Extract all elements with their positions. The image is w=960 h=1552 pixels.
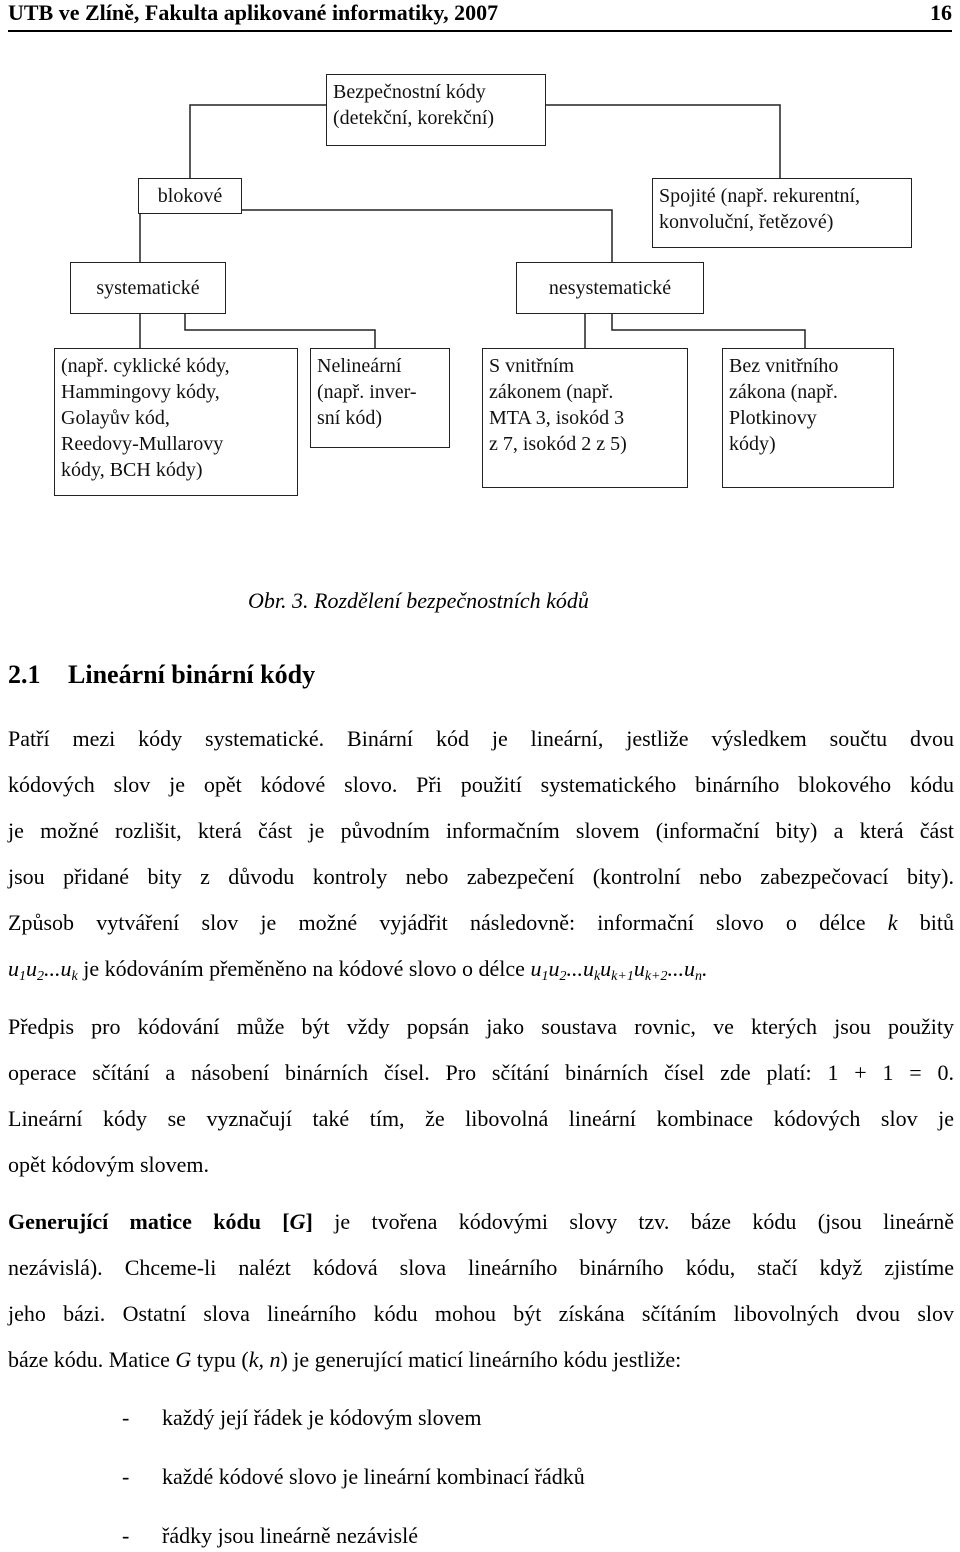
bullet-dash: - [122, 1405, 130, 1430]
box-leaf-internal-law: S vnitřním zákonem (např. MTA 3, isokód 3 z 7, isokód 2 z 5) [482, 348, 688, 488]
code-classification-diagram [0, 0, 960, 560]
figure-caption: Obr. 3. Rozdělení bezpečnostních kódů [248, 588, 589, 613]
info-word-formula: $u_1u_2...u_k$ [8, 956, 78, 984]
code-word-formula: $u_1u_2...u_ku_{k+1}u_{k+2}...u_n$. [530, 956, 708, 984]
paragraph-generator-matrix: Generující matice kódu [G] je tvořena kódovými slovy tzv. báze kódu (jsou lineárně nezávislá). Chceme-li nalézt kódová slova lineárního binárního kódu, stačí když zjistíme jeho bázi. Ostatní slova lineárního kódu mohou být získána sčítáním libovolných dvou slov báze kódu. Matice G typu (k, n) je generující maticí lineárního kódu jestliže: [8, 1209, 954, 1372]
term-generator-matrix: Generující matice kódu [G] [8, 1209, 313, 1234]
page-number: 16 [930, 0, 952, 25]
paragraph-encoding-rules: Předpis pro kódování může být vždy popsán jako soustava rovnic, ve kterých jsou použity operace sčítání a násobení binárních čísel. Pro sčítání binárních čísel zde platí: 1 + 1 = 0. Lineární kódy se vyznačují také tím, že libovolná lineární kombinace kódových slov je opět kódovým slovem. [8, 1014, 954, 1177]
box-leaf-nonlinear: Nelineární (např. inver- sní kód) [310, 348, 450, 448]
list-item: - každé kódové slovo je lineární kombinací řádků [8, 1464, 585, 1490]
connector-systematic-leaf2 [185, 314, 375, 348]
box-continuous-codes: Spojité (např. rekurentní, konvoluční, řetězové) [652, 178, 912, 248]
list-item: - každý její řádek je kódovým slovem [8, 1405, 482, 1431]
formula-line: $u_1u_2...u_k$ je kódováním přeměněno na kódové slovo o délce $u_1u_2...u_ku_{k+1}u_{k+2}...u_n$. [8, 956, 708, 984]
box-systematic: systematické [70, 262, 226, 314]
section-heading [8, 660, 315, 690]
connector-block-nonsystematic [240, 210, 612, 262]
box-block-codes: blokové [138, 178, 242, 214]
box-nonsystematic: nesystematické [516, 262, 704, 314]
box-leaf-systematic-examples: (např. cyklické kódy, Hammingovy kódy, Golayův kód, Reedovy-Mullarovy kódy, BCH kódy) [54, 348, 298, 496]
list-item: - řádky jsou lineárně nezávislé [8, 1523, 418, 1549]
section-number: 2.1 [8, 660, 41, 689]
connector-nonsys-leaf4 [612, 314, 805, 348]
paragraph-linear-codes: Patří mezi kódy systematické. Binární kód je lineární, jestliže výsledkem součtu dvou kódových slov je opět kódové slovo. Při použití systematického binárního blokového kódu je možné rozlišit, která část je původním informačním slovem (informační bity) a která část jsou přidané bity z důvodu kontroly nebo zabezpečení (kontrolní nebo zabezpečovací bity). Způsob vytváření slov je možné vyjádřit následovně: informační slovo o délce k bitů $u_1u_2...u_k$ je kódováním přeměněno na kódové slovo o délce $u_1u_2...u_ku_{k+1}u_{k+2}...u_n$. [8, 716, 954, 992]
box-security-codes: Bezpečnostní kódy (detekční, korekční) [326, 74, 546, 146]
connector-root-continuous [545, 105, 780, 178]
header-title: UTB ve Zlíně, Fakulta aplikované informatiky, 2007 [8, 0, 499, 25]
bullet-dash: - [122, 1464, 130, 1489]
box-leaf-no-internal-law: Bez vnitřního zákona (např. Plotkinovy kódy) [722, 348, 894, 488]
bullet-dash: - [122, 1523, 130, 1548]
connector-root-block [190, 105, 326, 178]
section-title: Lineární binární kódy [68, 660, 316, 689]
